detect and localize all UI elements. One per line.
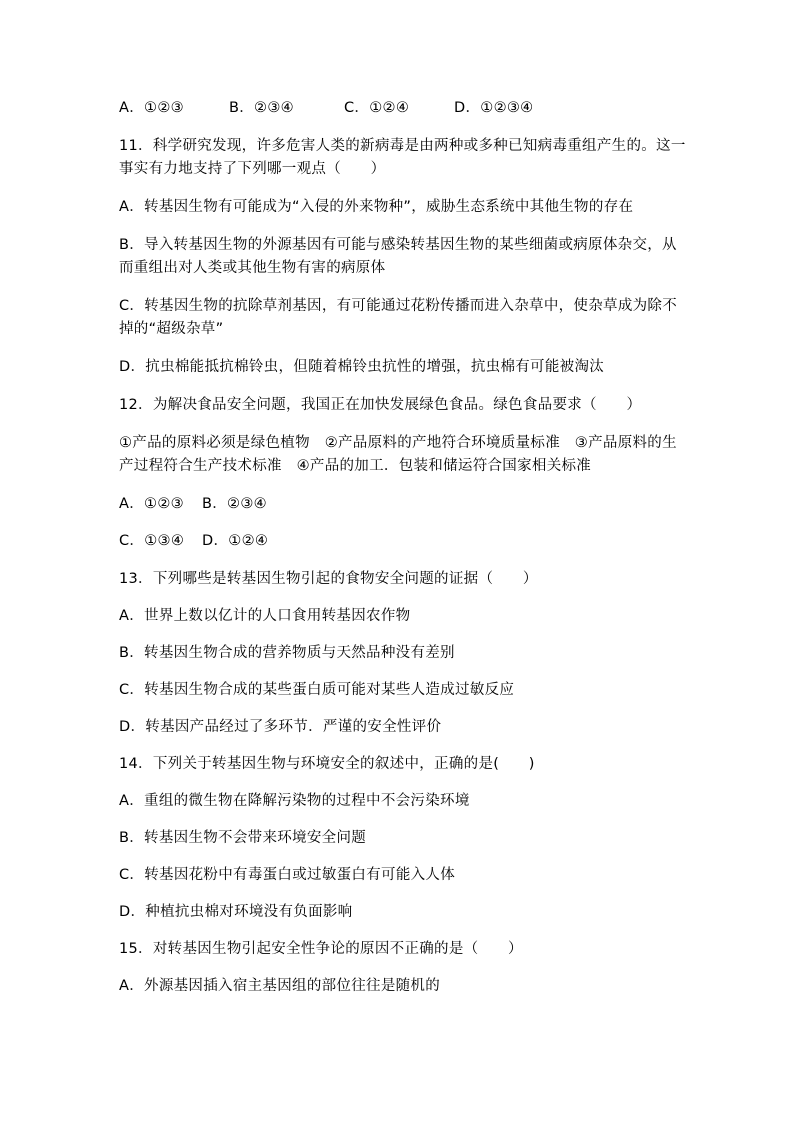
q12-items-line-2: 产过程符合生产技术标准 ④产品的加工．包装和储运符合国家相关标准 — [119, 458, 592, 474]
q12-option-a[interactable]: A．①②③ — [119, 496, 184, 512]
q12-option-c[interactable]: C．①③④ — [119, 533, 185, 549]
q13-stem: 13．下列哪些是转基因生物引起的食物安全问题的证据（ ） — [119, 571, 538, 587]
q12-options-row-1 — [119, 493, 267, 515]
q11-option-b-line-1[interactable]: B．导入转基因生物的外源基因有可能与感染转基因生物的某些细菌或病原体杂交，从 — [119, 237, 677, 253]
q12-option-b[interactable]: B．②③④ — [202, 496, 267, 512]
q10-option-b[interactable]: B．②③④ — [229, 100, 294, 116]
q10-option-a[interactable]: A．①②③ — [119, 100, 184, 116]
q13-option-a[interactable]: A．世界上数以亿计的人口食用转基因农作物 — [119, 608, 411, 624]
q13-option-d[interactable]: D．转基因产品经过了多环节．严谨的安全性评价 — [119, 719, 442, 735]
q12-items-line-1: ①产品的原料必须是绿色植物 ②产品原料的产地符合环境质量标准 ③产品原料的生 — [119, 435, 677, 451]
q14-option-a[interactable]: A．重组的微生物在降解污染物的过程中不会污染环境 — [119, 793, 470, 809]
q11-stem-line-2: 事实有力地支持了下列哪一观点（ ） — [119, 161, 386, 177]
q12-options-row-2 — [119, 530, 268, 552]
q15-stem: 15．对转基因生物引起安全性争论的原因不正确的是（ ） — [119, 941, 523, 957]
q13-option-b[interactable]: B．转基因生物合成的营养物质与天然品种没有差别 — [119, 645, 455, 661]
q11-option-c-line-2[interactable]: 掉的“超级杂草” — [119, 321, 224, 337]
q14-option-b[interactable]: B．转基因生物不会带来环境安全问题 — [119, 830, 367, 846]
q13-option-c[interactable]: C．转基因生物合成的某些蛋白质可能对某些人造成过敏反应 — [119, 682, 515, 698]
q10-options — [119, 97, 533, 119]
q14-option-c[interactable]: C．转基因花粉中有毒蛋白或过敏蛋白有可能入人体 — [119, 867, 456, 883]
q10-option-d[interactable]: D．①②③④ — [454, 100, 534, 116]
q15-option-a[interactable]: A．外源基因插入宿主基因组的部位往往是随机的 — [119, 978, 441, 994]
q11-option-c-line-1[interactable]: C．转基因生物的抗除草剂基因，有可能通过花粉传播而进入杂草中，使杂草成为除不 — [119, 298, 678, 314]
q11-stem-line-1: 11．科学研究发现，许多危害人类的新病毒是由两种或多种已知病毒重组产生的。这一 — [119, 138, 686, 154]
q10-option-c[interactable]: C．①②④ — [344, 100, 410, 116]
q11-option-a[interactable]: A．转基因生物有可能成为“入侵的外来物种”，威胁生态系统中其他生物的存在 — [119, 199, 634, 215]
q11-option-b-line-2[interactable]: 而重组出对人类或其他生物有害的病原体 — [119, 260, 386, 276]
q14-option-d[interactable]: D．种植抗虫棉对环境没有负面影响 — [119, 904, 353, 920]
q11-option-d[interactable]: D．抗虫棉能抵抗棉铃虫，但随着棉铃虫抗性的增强，抗虫棉有可能被淘汰 — [119, 359, 605, 375]
q12-option-d[interactable]: D．①②④ — [202, 533, 269, 549]
q12-stem: 12．为解决食品安全问题，我国正在加快发展绿色食品。绿色食品要求（ ） — [119, 397, 642, 413]
q14-stem: 14．下列关于转基因生物与环境安全的叙述中，正确的是( ) — [119, 756, 535, 772]
